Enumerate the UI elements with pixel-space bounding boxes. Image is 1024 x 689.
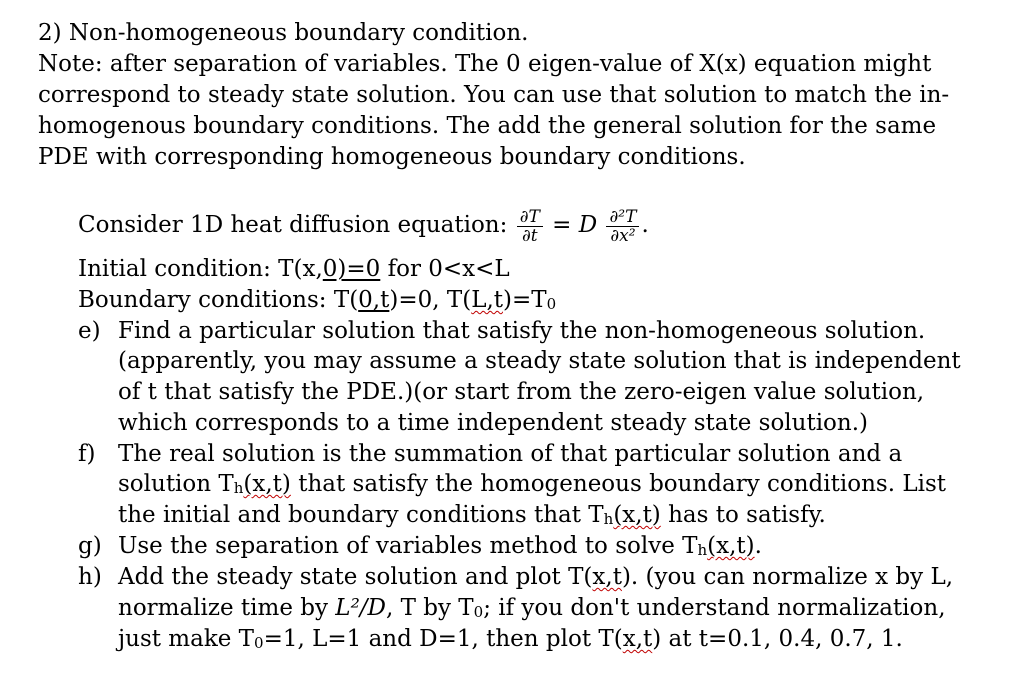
problem-title: 2) Non-homogeneous boundary condition. (38, 20, 529, 46)
time-derivative: $\frac{\partial T}{\partial t}$ (517, 208, 543, 245)
equation-lead: Consider 1D heat diffusion equation: (78, 212, 508, 238)
space-second-derivative: $\frac{\text{∂²T}}{\text{∂x²}}$ (606, 208, 639, 245)
item-e-line-1: Find a particular solution that satisfy the non-homogeneous solution. (118, 318, 926, 344)
item-e-line-4: which corresponds to a time independent steady state solution.) (118, 410, 869, 436)
item-f-line-3: the initial and boundary conditions that Th(x,t) has to satisfy. (118, 502, 826, 528)
item-g-label: g) (78, 533, 102, 559)
item-e-label: e) (78, 318, 101, 344)
item-h-line-3: just make T0=1, L=1 and D=1, then plot T(x,t) at t=0.1, 0.4, 0.7, 1. (118, 626, 903, 652)
item-f-line-1: The real solution is the summation of that particular solution and a (118, 441, 903, 467)
equals-d: = D (552, 212, 598, 238)
item-h-line-1: Add the steady state solution and plot T(x,t). (you can normalize x by L, (118, 564, 954, 590)
heat-equation: Consider 1D heat diffusion equation: $\frac{\partial T}{\partial t}$ = D $\frac{\text{∂²T}}{\text{∂x²}}$ . (78, 206, 649, 246)
item-f-label: f) (78, 441, 96, 467)
boundary-conditions: Boundary conditions: T(0,t)=0, T(L,t)=T0 (78, 287, 557, 313)
item-f-line-2: solution Th(x,t) that satisfy the homogeneous boundary conditions. List (118, 471, 946, 497)
note-line-3: homogenous boundary conditions. The add the general solution for the same (38, 113, 937, 139)
item-h-line-2: normalize time by L²/D, T by T0; if you don't understand normalization, (118, 595, 946, 621)
item-h-label: h) (78, 564, 102, 590)
initial-condition: Initial condition: T(x,0)=0 for 0<x<L (78, 256, 510, 282)
item-e-line-2: (apparently, you may assume a steady state solution that is independent (118, 348, 961, 374)
item-g-line-1: Use the separation of variables method to solve Th(x,t). (118, 533, 762, 559)
note-line-2: correspond to steady state solution. You can use that solution to match the in- (38, 82, 950, 108)
note-line-1: Note: after separation of variables. The 0 eigen-value of X(x) equation might (38, 51, 932, 77)
note-line-4: PDE with corresponding homogeneous boundary conditions. (38, 144, 746, 170)
item-e-line-3: of t that satisfy the PDE.)(or start from the zero-eigen value solution, (118, 379, 925, 405)
